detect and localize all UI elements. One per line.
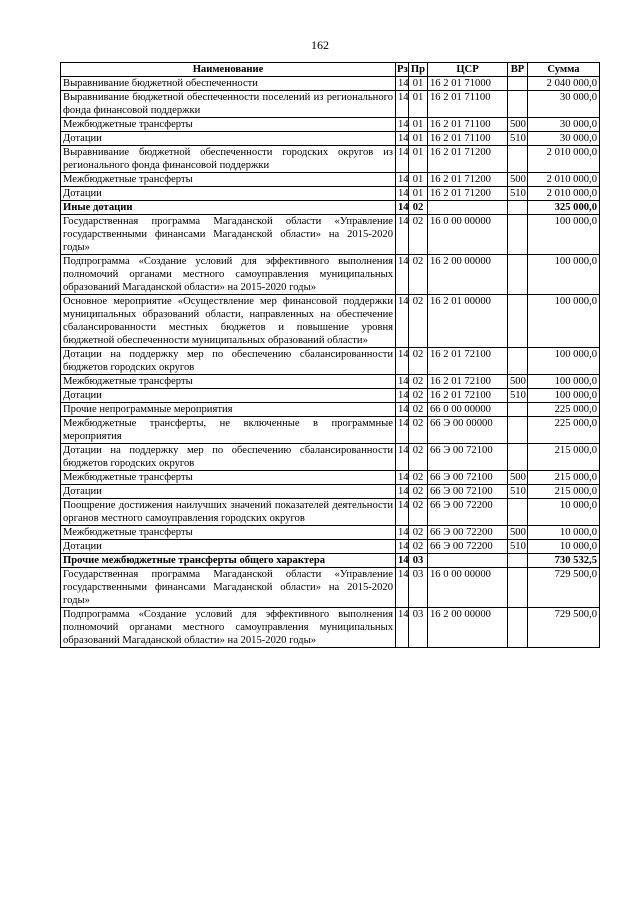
cell-vr	[508, 417, 528, 444]
cell-rz: 14	[396, 608, 409, 648]
cell-pr: 01	[409, 173, 428, 187]
cell-pr: 02	[409, 403, 428, 417]
cell-rz: 14	[396, 526, 409, 540]
cell-name: Поощрение достижения наилучших значений показателей деятельности органов местного самоуправления городских округов	[61, 499, 396, 526]
cell-csr: 66 Э 00 72100	[428, 471, 508, 485]
cell-pr: 01	[409, 77, 428, 91]
table-header-row	[61, 63, 600, 77]
cell-csr: 16 2 01 71100	[428, 91, 508, 118]
cell-pr: 02	[409, 444, 428, 471]
table-row	[61, 403, 600, 417]
table-row	[61, 608, 600, 648]
cell-pr: 02	[409, 295, 428, 348]
table-body	[61, 77, 600, 648]
cell-csr: 66 Э 00 00000	[428, 417, 508, 444]
table-row	[61, 295, 600, 348]
cell-name: Государственная программа Магаданской области «Управление государственными финансами Магаданской области» на 2015-2020 годы»	[61, 568, 396, 608]
cell-name: Основное мероприятие «Осуществление мер финансовой поддержки муниципальных образований области, направленных на обеспечение сбалансированности местных бюджетов и повышение уровня бюджетной обеспеченности муниципальных образований области»	[61, 295, 396, 348]
cell-pr: 01	[409, 91, 428, 118]
cell-sum: 100 000,0	[528, 255, 600, 295]
table-row	[61, 375, 600, 389]
header-csr: ЦСР	[428, 63, 508, 77]
cell-sum: 225 000,0	[528, 403, 600, 417]
table-row	[61, 554, 600, 568]
cell-pr: 02	[409, 201, 428, 215]
cell-sum: 2 010 000,0	[528, 173, 600, 187]
cell-rz: 14	[396, 173, 409, 187]
cell-rz: 14	[396, 201, 409, 215]
cell-vr	[508, 255, 528, 295]
cell-vr: 500	[508, 375, 528, 389]
cell-name: Иные дотации	[61, 201, 396, 215]
cell-vr: 500	[508, 173, 528, 187]
cell-pr: 02	[409, 215, 428, 255]
cell-pr: 03	[409, 608, 428, 648]
cell-rz: 14	[396, 485, 409, 499]
cell-sum: 30 000,0	[528, 91, 600, 118]
cell-vr	[508, 146, 528, 173]
table-row	[61, 417, 600, 444]
header-name: Наименование	[61, 63, 396, 77]
cell-vr	[508, 403, 528, 417]
cell-name: Выравнивание бюджетной обеспеченности поселений из регионального фонда финансовой поддержки	[61, 91, 396, 118]
cell-sum: 729 500,0	[528, 568, 600, 608]
table-row	[61, 77, 600, 91]
cell-csr: 66 Э 00 72200	[428, 526, 508, 540]
cell-sum: 10 000,0	[528, 526, 600, 540]
table-row	[61, 91, 600, 118]
cell-rz: 14	[396, 132, 409, 146]
cell-name: Государственная программа Магаданской области «Управление государственными финансами Магаданской области» на 2015-2020 годы»	[61, 215, 396, 255]
cell-sum: 10 000,0	[528, 540, 600, 554]
cell-name: Выравнивание бюджетной обеспеченности	[61, 77, 396, 91]
cell-sum: 100 000,0	[528, 389, 600, 403]
cell-vr	[508, 201, 528, 215]
cell-name: Межбюджетные трансферты	[61, 526, 396, 540]
cell-rz: 14	[396, 215, 409, 255]
table-row	[61, 118, 600, 132]
cell-vr: 500	[508, 526, 528, 540]
cell-name: Дотации	[61, 389, 396, 403]
cell-sum: 215 000,0	[528, 444, 600, 471]
cell-name: Межбюджетные трансферты	[61, 173, 396, 187]
cell-rz: 14	[396, 118, 409, 132]
cell-pr: 02	[409, 375, 428, 389]
cell-name: Выравнивание бюджетной обеспеченности городских округов из регионального фонда финансовой поддержки	[61, 146, 396, 173]
table-row	[61, 132, 600, 146]
cell-rz: 14	[396, 348, 409, 375]
cell-sum: 730 532,5	[528, 554, 600, 568]
cell-vr	[508, 499, 528, 526]
cell-sum: 30 000,0	[528, 132, 600, 146]
cell-vr	[508, 444, 528, 471]
cell-vr	[508, 348, 528, 375]
cell-sum: 2 010 000,0	[528, 146, 600, 173]
cell-csr: 16 2 01 72100	[428, 389, 508, 403]
cell-name: Подпрограмма «Создание условий для эффективного выполнения полномочий органами местного самоуправления муниципальных образований Магаданской области» на 2015-2020 годы»	[61, 255, 396, 295]
cell-sum: 100 000,0	[528, 375, 600, 389]
cell-name: Прочие непрограммные мероприятия	[61, 403, 396, 417]
cell-sum: 100 000,0	[528, 348, 600, 375]
header-vr: ВР	[508, 63, 528, 77]
table-row	[61, 444, 600, 471]
table-row	[61, 485, 600, 499]
cell-vr: 510	[508, 187, 528, 201]
cell-csr: 16 2 01 71100	[428, 132, 508, 146]
cell-pr: 02	[409, 255, 428, 295]
cell-csr: 16 0 00 00000	[428, 568, 508, 608]
cell-vr: 500	[508, 118, 528, 132]
cell-rz: 14	[396, 389, 409, 403]
cell-csr: 66 0 00 00000	[428, 403, 508, 417]
table-row	[61, 201, 600, 215]
table-row	[61, 146, 600, 173]
header-pr: Пр	[409, 63, 428, 77]
cell-csr: 16 2 01 71200	[428, 173, 508, 187]
header-sum: Сумма	[528, 63, 600, 77]
cell-vr: 510	[508, 389, 528, 403]
cell-name: Прочие межбюджетные трансферты общего характера	[61, 554, 396, 568]
cell-csr: 66 Э 00 72100	[428, 444, 508, 471]
cell-name: Подпрограмма «Создание условий для эффективного выполнения полномочий органами местного самоуправления муниципальных образований Магаданской области» на 2015-2020 годы»	[61, 608, 396, 648]
cell-pr: 02	[409, 499, 428, 526]
cell-csr: 16 2 01 71200	[428, 187, 508, 201]
cell-name: Дотации	[61, 187, 396, 201]
cell-rz: 14	[396, 187, 409, 201]
cell-name: Межбюджетные трансферты	[61, 375, 396, 389]
cell-sum: 225 000,0	[528, 417, 600, 444]
cell-vr	[508, 77, 528, 91]
cell-name: Дотации	[61, 132, 396, 146]
cell-csr: 16 0 00 00000	[428, 215, 508, 255]
cell-name: Дотации	[61, 540, 396, 554]
cell-vr	[508, 568, 528, 608]
cell-rz: 14	[396, 146, 409, 173]
cell-rz: 14	[396, 540, 409, 554]
table-row	[61, 348, 600, 375]
table-row	[61, 499, 600, 526]
table-row	[61, 540, 600, 554]
cell-name: Дотации на поддержку мер по обеспечению сбалансированности бюджетов городских округов	[61, 444, 396, 471]
cell-pr: 01	[409, 146, 428, 173]
cell-csr: 66 Э 00 72100	[428, 485, 508, 499]
cell-pr: 03	[409, 568, 428, 608]
cell-sum: 2 010 000,0	[528, 187, 600, 201]
cell-name: Межбюджетные трансферты	[61, 118, 396, 132]
cell-sum: 30 000,0	[528, 118, 600, 132]
cell-pr: 02	[409, 348, 428, 375]
cell-vr: 510	[508, 132, 528, 146]
cell-vr: 500	[508, 471, 528, 485]
cell-vr	[508, 215, 528, 255]
cell-sum: 100 000,0	[528, 215, 600, 255]
cell-csr: 16 2 00 00000	[428, 608, 508, 648]
cell-csr: 16 2 01 72100	[428, 348, 508, 375]
budget-table	[60, 62, 600, 648]
table-row	[61, 187, 600, 201]
cell-rz: 14	[396, 471, 409, 485]
cell-csr	[428, 201, 508, 215]
table-row	[61, 173, 600, 187]
table-row	[61, 471, 600, 485]
cell-rz: 14	[396, 554, 409, 568]
cell-sum: 729 500,0	[528, 608, 600, 648]
table-row	[61, 526, 600, 540]
cell-sum: 100 000,0	[528, 295, 600, 348]
cell-rz: 14	[396, 91, 409, 118]
cell-csr: 16 2 00 00000	[428, 255, 508, 295]
cell-csr: 16 2 01 72100	[428, 375, 508, 389]
cell-csr: 16 2 01 71200	[428, 146, 508, 173]
cell-rz: 14	[396, 568, 409, 608]
cell-pr: 02	[409, 417, 428, 444]
cell-pr: 01	[409, 118, 428, 132]
cell-pr: 01	[409, 132, 428, 146]
cell-rz: 14	[396, 375, 409, 389]
table-row	[61, 568, 600, 608]
cell-csr: 66 Э 00 72200	[428, 540, 508, 554]
cell-pr: 02	[409, 485, 428, 499]
table-row	[61, 255, 600, 295]
cell-csr	[428, 554, 508, 568]
cell-vr: 510	[508, 540, 528, 554]
cell-csr: 16 2 01 71000	[428, 77, 508, 91]
cell-vr	[508, 295, 528, 348]
cell-pr: 03	[409, 554, 428, 568]
cell-csr: 16 2 01 00000	[428, 295, 508, 348]
cell-rz: 14	[396, 255, 409, 295]
cell-name: Межбюджетные трансферты, не включенные в программные мероприятия	[61, 417, 396, 444]
cell-name: Дотации	[61, 485, 396, 499]
cell-sum: 215 000,0	[528, 471, 600, 485]
cell-vr	[508, 554, 528, 568]
cell-vr	[508, 608, 528, 648]
cell-csr: 66 Э 00 72200	[428, 499, 508, 526]
cell-vr: 510	[508, 485, 528, 499]
cell-pr: 01	[409, 187, 428, 201]
page-number: 162	[311, 38, 329, 52]
cell-sum: 325 000,0	[528, 201, 600, 215]
cell-name: Дотации на поддержку мер по обеспечению сбалансированности бюджетов городских округов	[61, 348, 396, 375]
table-row	[61, 215, 600, 255]
cell-rz: 14	[396, 295, 409, 348]
cell-pr: 02	[409, 540, 428, 554]
cell-rz: 14	[396, 499, 409, 526]
cell-vr	[508, 91, 528, 118]
cell-sum: 215 000,0	[528, 485, 600, 499]
cell-pr: 02	[409, 526, 428, 540]
cell-rz: 14	[396, 77, 409, 91]
cell-rz: 14	[396, 403, 409, 417]
cell-sum: 10 000,0	[528, 499, 600, 526]
cell-pr: 02	[409, 389, 428, 403]
cell-name: Межбюджетные трансферты	[61, 471, 396, 485]
cell-rz: 14	[396, 444, 409, 471]
header-rz: Рз	[397, 64, 408, 75]
cell-csr: 16 2 01 71100	[428, 118, 508, 132]
cell-sum: 2 040 000,0	[528, 77, 600, 91]
cell-pr: 02	[409, 471, 428, 485]
cell-rz: 14	[396, 417, 409, 444]
table-row	[61, 389, 600, 403]
